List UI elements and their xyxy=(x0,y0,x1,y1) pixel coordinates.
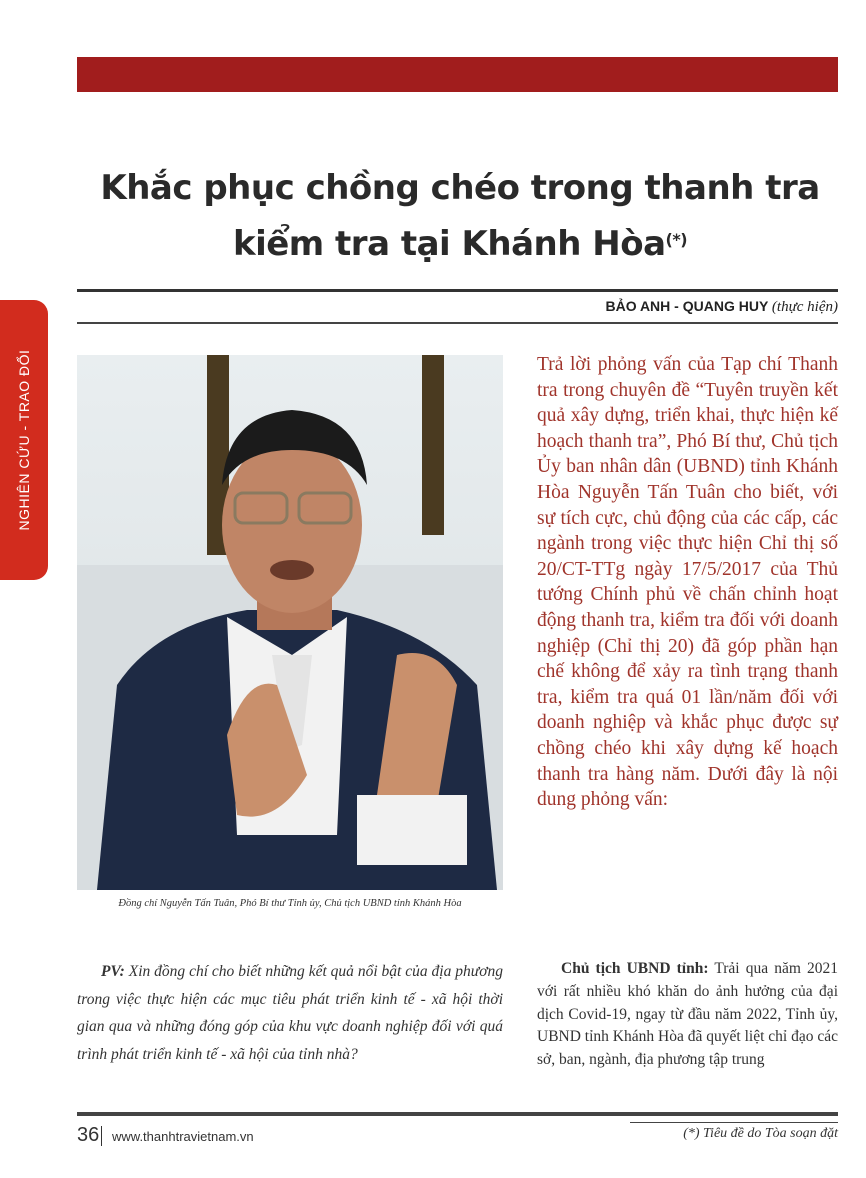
section-tab-label: NGHIÊN CỨU - TRAO ĐỔI xyxy=(16,349,32,531)
answer-label: Chủ tịch UBND tỉnh: xyxy=(561,960,709,977)
footer-separator xyxy=(101,1126,102,1146)
byline-role: (thực hiện) xyxy=(771,299,838,315)
section-tab xyxy=(0,300,48,580)
photo-caption: Đồng chí Nguyễn Tấn Tuân, Phó Bí thư Tỉnh ủy, Chủ tịch UBND tỉnh Khánh Hòa xyxy=(118,898,462,909)
title-line-1: Khắc phục chồng chéo trong thanh tra xyxy=(100,168,820,208)
divider xyxy=(77,289,838,292)
article-title xyxy=(60,160,860,272)
article-lede: Trả lời phỏng vấn của Tạp chí Thanh tra trong chuyên đề “Tuyên truyền kết quả xây dựng, triển khai, thực hiện kế hoạch thanh tra”, Phó Bí thư, Chủ tịch Ủy ban nhân dân (UBND) tỉnh Khánh Hòa Nguyễn Tấn Tuân cho biết, với sự tích cực, chủ động của các cấp, các ngành trong việc thực hiện Chỉ thị số 20/CT-TTg ngày 17/5/2017 của Thủ tướng Chính phủ về chấn chỉnh hoạt động thanh tra, kiểm tra đối với doanh nghiệp (Chỉ thị 20) đã góp phần hạn chế không để xảy ra tình trạng thanh tra, kiểm tra quá 01 lần/năm đối với doanh nghiệp và khắc phục được sự chồng chéo khi xây dựng kế hoạch thanh tra hàng năm. Dưới đây là nội dung phỏng vấn: xyxy=(537,354,838,811)
byline xyxy=(605,298,838,316)
interview-question xyxy=(77,958,503,1068)
website-link[interactable]: www.thanhtravietnam.vn xyxy=(112,1129,254,1144)
header-bar xyxy=(77,57,838,92)
answer-text: Trải qua năm 2021 với rất nhiều khó khăn do ảnh hưởng của đại dịch Covid-19, ngay từ đầu năm 2022, Tỉnh ủy, UBND tỉnh Khánh Hòa đã quyết liệt chỉ đạo các sở, ban, ngành, địa phương tập trung xyxy=(537,960,838,1069)
divider xyxy=(77,322,838,324)
article-photo xyxy=(77,355,503,890)
title-footnote-mark: (*) xyxy=(665,230,688,249)
portrait-image xyxy=(77,355,503,890)
byline-authors: BẢO ANH - QUANG HUY xyxy=(605,298,769,314)
question-label: PV: xyxy=(101,963,125,980)
question-text: Xin đồng chí cho biết những kết quả nổi bật của địa phương trong việc thực hiện các mục tiêu phát triển kinh tế - xã hội thời gian qua và những đóng góp của khu vực doanh nghiệp đối với quá trình phát triển kinh tế - xã hội của tỉnh nhà? xyxy=(77,963,503,1063)
footnote-divider xyxy=(630,1122,838,1123)
interview-answer xyxy=(537,958,838,1072)
footnote: (*) Tiêu đề do Tòa soạn đặt xyxy=(683,1126,838,1141)
footer-divider xyxy=(77,1112,838,1116)
title-line-2: kiểm tra tại Khánh Hòa xyxy=(232,224,666,264)
page-number: 36 xyxy=(77,1124,100,1146)
